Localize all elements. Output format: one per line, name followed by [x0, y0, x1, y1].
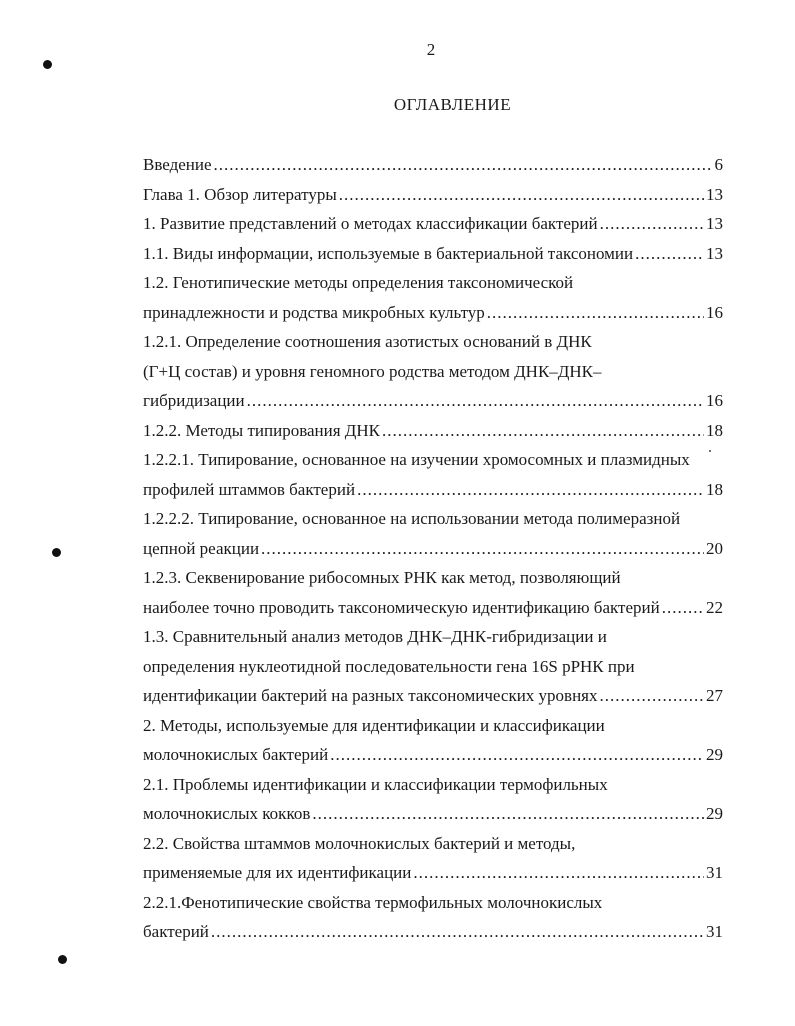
toc-entry-1-2-2-1 [143, 445, 723, 475]
toc-entry-title: цепной реакции [143, 538, 260, 558]
toc-entry-page: 31 [706, 922, 723, 941]
toc-entry-2-cont [143, 740, 723, 770]
toc-entry-page: 13 [706, 184, 723, 204]
toc-entry-intro [143, 150, 723, 180]
toc-entry-1-2-2-2-cont [143, 534, 723, 564]
toc-entry-title: 1.2.2.2. Типирование, основанное на использовании метода полимеразной [143, 509, 681, 528]
toc-entry-title: 1.2.1. Определение соотношения азотистых оснований в ДНК [143, 332, 592, 351]
toc-entry-1-2-cont [143, 298, 723, 328]
toc-entry-page: 18 [706, 479, 723, 499]
toc-entry-1-3-cont [143, 652, 723, 682]
toc-entry-title: молочнокислых бактерий [143, 745, 329, 764]
toc-entry-page: 18 [706, 420, 723, 440]
dot-leader [214, 150, 713, 180]
table-of-contents [143, 150, 723, 947]
toc-entry-1-2-1 [143, 327, 723, 357]
toc-entry-page: 16 [706, 391, 723, 410]
toc-entry-1-2-3 [143, 563, 723, 593]
toc-entry-1 [143, 209, 723, 239]
toc-entry-1-1 [143, 239, 723, 269]
scan-speck [709, 450, 711, 452]
toc-entry-1-3-cont [143, 681, 723, 711]
toc-entry-page: 29 [706, 804, 723, 823]
toc-entry-title: (Г+Ц состав) и уровня геномного родства методом ДНК–ДНК– [143, 361, 602, 381]
dot-leader [357, 475, 704, 505]
toc-entry-title: идентификации бактерий на разных таксономических уровнях [143, 686, 598, 705]
toc-entry-title: наиболее точно проводить таксономическую идентификацию бактерий [143, 597, 660, 617]
dot-leader [339, 180, 704, 210]
toc-entry-title: применяемые для их идентификации [143, 863, 412, 882]
toc-entry-1-2-2-1-cont [143, 475, 723, 505]
toc-entry-2-2-1-cont [143, 917, 723, 947]
toc-entry-page: 31 [706, 863, 723, 882]
dot-leader [382, 416, 704, 446]
toc-entry-title: молочнокислых кокков [143, 804, 311, 823]
toc-entry-title: принадлежности и родства микробных культур [143, 302, 485, 322]
dot-leader [312, 799, 704, 829]
dot-leader [211, 917, 704, 947]
toc-entry-title: 1.2.2.1. Типирование, основанное на изучении хромосомных и плазмидных [143, 450, 690, 469]
toc-entry-title: 2.2.1.Фенотипические свойства термофильных молочнокислых [143, 892, 603, 912]
toc-entry-title: Введение [143, 155, 212, 174]
toc-entry-title: 2. Методы, используемые для идентификации и классификации [143, 715, 605, 735]
toc-entry-page: 6 [714, 155, 723, 174]
toc-entry-title: 1.2.3. Секвенирование рибосомных РНК как метод, позволяющий [143, 568, 621, 587]
toc-entry-page: 16 [706, 302, 723, 322]
dot-leader [261, 534, 704, 564]
toc-entry-2-2-1 [143, 888, 723, 918]
toc-entry-1-2 [143, 268, 723, 298]
toc-entry-title: 1.2. Генотипические методы определения таксономической [143, 273, 574, 292]
toc-heading: ОГЛАВЛЕНИЕ [393, 95, 512, 114]
toc-entry-page: 13 [706, 214, 723, 233]
dot-leader [247, 386, 704, 416]
scan-hole-mark [52, 548, 61, 557]
page-number: 2 [426, 40, 436, 59]
toc-entry-title: 2.2. Свойства штаммов молочнокислых бактерий и методы, [143, 833, 576, 853]
toc-entry-title: 1.2.2. Методы типирования ДНК [143, 420, 381, 440]
dot-leader [635, 239, 704, 269]
scan-hole-mark [43, 60, 52, 69]
toc-entry-2-1-cont [143, 799, 723, 829]
toc-entry-title: 1.3. Сравнительный анализ методов ДНК–ДНК-гибридизации и [143, 627, 607, 646]
toc-entry-title: Глава 1. Обзор литературы [143, 184, 337, 204]
toc-entry-page: 27 [706, 686, 723, 705]
toc-entry-title: 2.1. Проблемы идентификации и классификации термофильных [143, 774, 608, 794]
toc-entry-2-2 [143, 829, 723, 859]
toc-entry-1-2-2 [143, 416, 723, 446]
toc-entry-title: 1. Развитие представлений о методах классификации бактерий [143, 214, 598, 233]
toc-entry-page: 20 [706, 538, 723, 558]
toc-entry-1-2-1-cont [143, 357, 723, 387]
toc-entry-page: 13 [706, 243, 723, 263]
scan-hole-mark [58, 955, 67, 964]
dot-leader [600, 681, 704, 711]
toc-entry-title: определения нуклеотидной последовательности гена 16S рРНК при [143, 656, 635, 676]
toc-entry-1-2-1-cont [143, 386, 723, 416]
toc-entry-page: 29 [706, 745, 723, 764]
toc-entry-title: гибридизации [143, 391, 245, 410]
dot-leader [413, 858, 704, 888]
dot-leader [330, 740, 704, 770]
toc-entry-1-3 [143, 622, 723, 652]
dot-leader [662, 593, 704, 623]
toc-entry-2-2-cont [143, 858, 723, 888]
toc-entry-1-2-2-2 [143, 504, 723, 534]
dot-leader [487, 298, 704, 328]
toc-entry-1-2-3-cont [143, 593, 723, 623]
toc-entry-2 [143, 711, 723, 741]
toc-entry-2-1 [143, 770, 723, 800]
dot-leader [600, 209, 704, 239]
toc-entry-page: 22 [706, 597, 723, 617]
toc-entry-title: 1.1. Виды информации, используемые в бактериальной таксономии [143, 243, 634, 263]
toc-entry-title: профилей штаммов бактерий [143, 479, 356, 499]
toc-entry-chapter-1 [143, 180, 723, 210]
toc-entry-title: бактерий [143, 922, 209, 941]
